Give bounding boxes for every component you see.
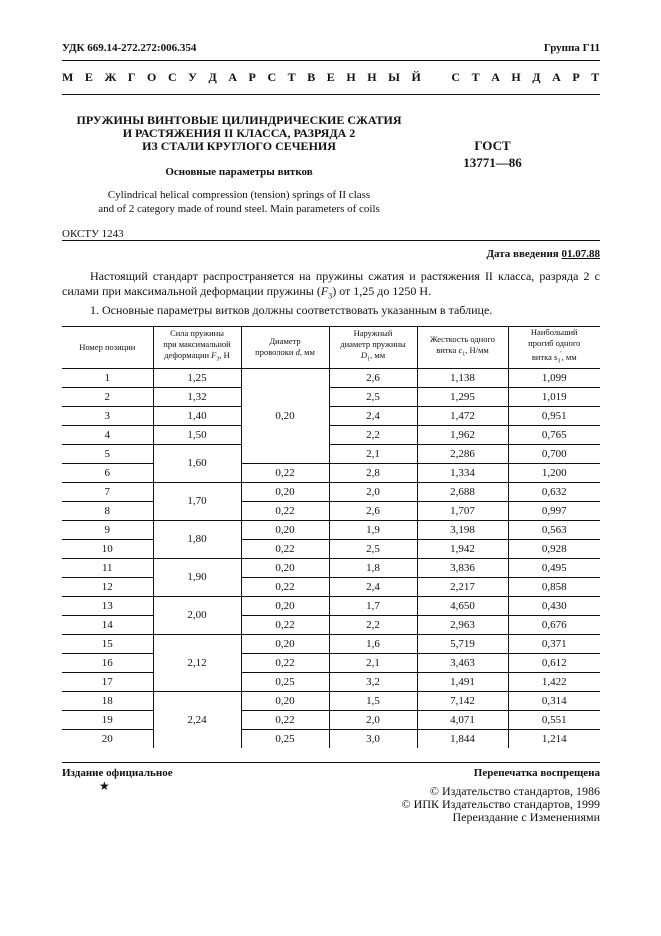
interstate-standard-banner xyxy=(62,70,600,85)
english-title-line-2: and of 2 category made of round steel. Main parameters of coils xyxy=(98,203,380,215)
cell-defl: 1,019 xyxy=(508,387,600,406)
cell-outer: 2,2 xyxy=(329,615,417,634)
cell-outer: 2,0 xyxy=(329,482,417,501)
table-row xyxy=(62,444,600,463)
cell-stiff: 3,198 xyxy=(417,520,508,539)
banner-letter: Д xyxy=(208,70,218,84)
cell-defl: 1,422 xyxy=(508,672,600,691)
document-title xyxy=(62,114,416,153)
effective-date-value: 01.07.88 xyxy=(561,248,600,260)
cell-stiff: 3,836 xyxy=(417,558,508,577)
cell-outer: 2,4 xyxy=(329,577,417,596)
reprint-prohibited: Перепечатка воспрещена xyxy=(473,767,600,779)
cell-stiff: 4,650 xyxy=(417,596,508,615)
banner-letter: Н xyxy=(511,70,522,84)
reissue-note: Переиздание с Изменениями xyxy=(452,810,600,824)
cell-n: 11 xyxy=(62,558,153,577)
cell-outer: 2,2 xyxy=(329,425,417,444)
cell-n: 3 xyxy=(62,406,153,425)
gost-designation xyxy=(440,137,545,171)
star-icon: ★ xyxy=(99,779,110,793)
header-stiffness: Жесткость одного витка $c_1$, Н/мм xyxy=(417,327,508,369)
cell-n: 4 xyxy=(62,425,153,444)
cell-outer: 2,5 xyxy=(329,539,417,558)
cell-stiff: 1,138 xyxy=(417,368,508,387)
banner-letter: Д xyxy=(532,70,542,84)
cell-n: 10 xyxy=(62,539,153,558)
cell-stiff: 2,286 xyxy=(417,444,508,463)
table-row xyxy=(62,558,600,577)
header-max-deflection: Наибольший прогиб одного витка $s_3'$, мм xyxy=(508,327,600,369)
banner-letter: Ы xyxy=(388,70,401,84)
cell-force: 2,24 xyxy=(153,691,241,748)
title-line-2: И РАСТЯЖЕНИЯ II КЛАССА, РАЗРЯДА 2 xyxy=(122,126,356,140)
banner-letter: А xyxy=(552,70,562,84)
banner-letter: Т xyxy=(591,70,600,84)
english-title xyxy=(62,188,416,216)
cell-n: 16 xyxy=(62,653,153,672)
banner-letter: Н xyxy=(346,70,357,84)
cell-defl: 1,214 xyxy=(508,729,600,748)
table-row xyxy=(62,729,600,748)
table-row xyxy=(62,653,600,672)
cell-outer: 2,5 xyxy=(329,387,417,406)
cell-stiff: 2,217 xyxy=(417,577,508,596)
cell-defl: 0,551 xyxy=(508,710,600,729)
cell-force: 1,40 xyxy=(153,406,241,425)
banner-letter: С xyxy=(451,70,461,84)
cell-defl: 0,765 xyxy=(508,425,600,444)
cell-wire: 0,25 xyxy=(241,672,329,691)
cell-wire: 0,22 xyxy=(241,463,329,482)
cell-outer: 2,1 xyxy=(329,444,417,463)
cell-wire: 0,20 xyxy=(241,558,329,577)
cell-force: 1,25 xyxy=(153,368,241,387)
cell-wire: 0,22 xyxy=(241,539,329,558)
cell-n: 15 xyxy=(62,634,153,653)
cell-defl: 0,314 xyxy=(508,691,600,710)
cell-stiff: 1,942 xyxy=(417,539,508,558)
cell-wire: 0,22 xyxy=(241,577,329,596)
cell-wire: 0,20 xyxy=(241,368,329,463)
cell-force: 1,70 xyxy=(153,482,241,520)
cell-n: 8 xyxy=(62,501,153,520)
banner-letter: А xyxy=(228,70,238,84)
cell-n: 18 xyxy=(62,691,153,710)
banner-letter: Е xyxy=(84,70,94,84)
cell-n: 1 xyxy=(62,368,153,387)
cell-outer: 2,1 xyxy=(329,653,417,672)
cell-stiff: 1,844 xyxy=(417,729,508,748)
document-subtitle: Основные параметры витков xyxy=(165,166,313,178)
cell-outer: 2,8 xyxy=(329,463,417,482)
table-row xyxy=(62,710,600,729)
effective-date xyxy=(486,248,600,260)
cell-defl: 0,612 xyxy=(508,653,600,672)
cell-outer: 3,2 xyxy=(329,672,417,691)
footer-rule xyxy=(62,762,600,763)
table-row xyxy=(62,406,600,425)
table-row xyxy=(62,501,600,520)
gost-label: ГОСТ xyxy=(474,138,511,153)
banner-letter: Й xyxy=(411,70,422,84)
cell-stiff: 2,963 xyxy=(417,615,508,634)
cell-n: 5 xyxy=(62,444,153,463)
cell-defl: 0,858 xyxy=(508,577,600,596)
cell-n: 12 xyxy=(62,577,153,596)
banner-letter: Р xyxy=(248,70,257,84)
cell-outer: 1,5 xyxy=(329,691,417,710)
cell-stiff: 1,295 xyxy=(417,387,508,406)
cell-stiff: 7,142 xyxy=(417,691,508,710)
banner-letter: С xyxy=(167,70,178,84)
intro-paragraph-scope: Настоящий стандарт распространяется на пружины сжатия и растяжения II класса, разряда 2 с силами при максимальной деформации пружины $(F_3)$ от 1,25 до 1250 Н. xyxy=(62,269,600,301)
cell-defl: 0,928 xyxy=(508,539,600,558)
cell-wire: 0,20 xyxy=(241,520,329,539)
cell-outer: 2,0 xyxy=(329,710,417,729)
cell-outer: 2,6 xyxy=(329,501,417,520)
effective-date-label: Дата введения xyxy=(486,248,559,260)
cell-stiff: 1,962 xyxy=(417,425,508,444)
cell-wire: 0,20 xyxy=(241,691,329,710)
table-row xyxy=(62,577,600,596)
cell-wire: 0,22 xyxy=(241,615,329,634)
okstu-rule xyxy=(62,240,600,241)
udk-code: УДК 669.14-272.272:006.354 xyxy=(62,42,197,54)
cell-defl: 0,997 xyxy=(508,501,600,520)
cell-wire: 0,20 xyxy=(241,482,329,501)
banner-letter: В xyxy=(307,70,316,84)
english-title-line-1: Cylindrical helical compression (tension) springs of II class xyxy=(107,189,371,201)
cell-force: 2,12 xyxy=(153,634,241,691)
cell-defl: 0,632 xyxy=(508,482,600,501)
cell-n: 19 xyxy=(62,710,153,729)
table-row xyxy=(62,425,600,444)
banner-letter: Н xyxy=(367,70,378,84)
cell-force: 2,00 xyxy=(153,596,241,634)
cell-defl: 0,495 xyxy=(508,558,600,577)
banner-letter: Г xyxy=(127,70,136,84)
cell-stiff: 1,472 xyxy=(417,406,508,425)
coil-parameters-table xyxy=(62,326,600,748)
top-rule xyxy=(62,60,600,61)
cell-wire: 0,20 xyxy=(241,596,329,615)
cell-n: 13 xyxy=(62,596,153,615)
banner-letter: Ж xyxy=(104,70,117,84)
cell-outer: 2,4 xyxy=(329,406,417,425)
table-row xyxy=(62,520,600,539)
cell-force: 1,50 xyxy=(153,425,241,444)
copyright-block xyxy=(402,785,600,824)
header-position: Номер позиции xyxy=(62,327,153,369)
banner-letter: М xyxy=(62,70,74,84)
table-row xyxy=(62,482,600,501)
cell-defl: 0,371 xyxy=(508,634,600,653)
header-wire-diameter: Диаметр проволоки d, мм xyxy=(241,327,329,369)
cell-defl: 0,430 xyxy=(508,596,600,615)
banner-letter: Т xyxy=(287,70,297,84)
cell-n: 9 xyxy=(62,520,153,539)
cell-force: 1,80 xyxy=(153,520,241,558)
banner-letter: А xyxy=(491,70,501,84)
cell-defl: 1,200 xyxy=(508,463,600,482)
table-row xyxy=(62,368,600,387)
cell-n: 2 xyxy=(62,387,153,406)
cell-stiff: 1,334 xyxy=(417,463,508,482)
cell-defl: 0,951 xyxy=(508,406,600,425)
cell-stiff: 2,688 xyxy=(417,482,508,501)
table-row xyxy=(62,596,600,615)
cell-outer: 1,9 xyxy=(329,520,417,539)
cell-force: 1,32 xyxy=(153,387,241,406)
cell-force: 1,90 xyxy=(153,558,241,596)
cell-n: 7 xyxy=(62,482,153,501)
cell-wire: 0,22 xyxy=(241,653,329,672)
banner-letter: О xyxy=(147,70,157,84)
cell-wire: 0,22 xyxy=(241,501,329,520)
banner-letter: У xyxy=(188,70,198,84)
banner-letter: Р xyxy=(572,70,581,84)
title-line-3: ИЗ СТАЛИ КРУГЛОГО СЕЧЕНИЯ xyxy=(142,139,336,153)
intro-paragraph-1: 1. Основные параметры витков должны соответствовать указанным в таблице. xyxy=(90,303,493,318)
official-edition: Издание официальное xyxy=(62,767,173,779)
cell-outer: 1,7 xyxy=(329,596,417,615)
cell-n: 20 xyxy=(62,729,153,748)
banner-letter: Т xyxy=(471,70,481,84)
table-row xyxy=(62,387,600,406)
cell-outer: 3,0 xyxy=(329,729,417,748)
table-row xyxy=(62,672,600,691)
cell-wire: 0,22 xyxy=(241,710,329,729)
cell-wire: 0,20 xyxy=(241,634,329,653)
table-row xyxy=(62,691,600,710)
group-code: Группа Г11 xyxy=(543,42,600,54)
banner-letter: Е xyxy=(326,70,336,84)
table-header-row xyxy=(62,327,600,369)
cell-outer: 1,8 xyxy=(329,558,417,577)
gost-number: 13771—86 xyxy=(463,155,522,170)
table-row xyxy=(62,615,600,634)
okstu-code: ОКСТУ 1243 xyxy=(62,228,124,240)
cell-wire: 0,25 xyxy=(241,729,329,748)
cell-n: 14 xyxy=(62,615,153,634)
cell-stiff: 1,707 xyxy=(417,501,508,520)
cell-defl: 1,099 xyxy=(508,368,600,387)
cell-stiff: 4,071 xyxy=(417,710,508,729)
cell-stiff: 3,463 xyxy=(417,653,508,672)
cell-outer: 2,6 xyxy=(329,368,417,387)
header-force: Сила пружины при максимальной деформации $F_3$, Н xyxy=(153,327,241,369)
cell-stiff: 1,491 xyxy=(417,672,508,691)
table-row xyxy=(62,463,600,482)
header-outer-diameter: Наружный диаметр пружины $D_1$, мм xyxy=(329,327,417,369)
intro-text xyxy=(62,269,600,318)
copyright-1999: © ИПК Издательство стандартов, 1999 xyxy=(401,797,600,811)
cell-outer: 1,6 xyxy=(329,634,417,653)
cell-defl: 0,676 xyxy=(508,615,600,634)
title-line-1: ПРУЖИНЫ ВИНТОВЫЕ ЦИЛИНДРИЧЕСКИЕ СЖАТИЯ xyxy=(76,113,402,127)
cell-defl: 0,563 xyxy=(508,520,600,539)
cell-n: 6 xyxy=(62,463,153,482)
banner-rule xyxy=(62,94,600,95)
banner-letter: С xyxy=(267,70,277,84)
cell-defl: 0,700 xyxy=(508,444,600,463)
copyright-1986: © Издательство стандартов, 1986 xyxy=(429,784,600,798)
cell-force: 1,60 xyxy=(153,444,241,482)
cell-stiff: 5,719 xyxy=(417,634,508,653)
table-row xyxy=(62,539,600,558)
table-row xyxy=(62,634,600,653)
cell-n: 17 xyxy=(62,672,153,691)
